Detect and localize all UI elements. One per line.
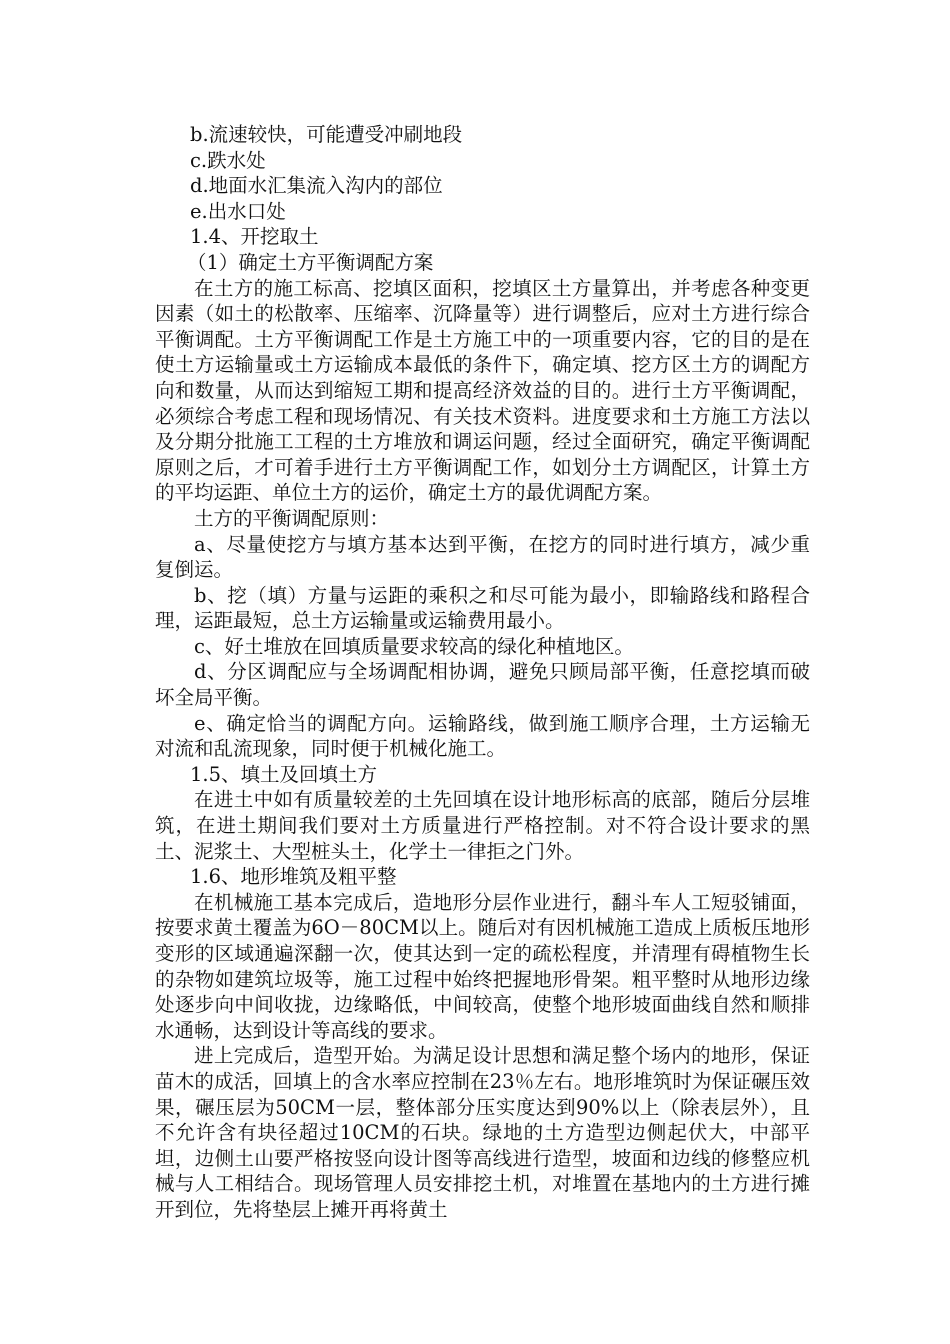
subsection-heading-1: （1）确定土方平衡调配方案 [187,250,434,274]
paragraph-terrain-1: 在机械施工基本完成后，造地形分层作业进行，翻斗车人工短驳铺面，按要求黄土覆盖为6O－80CM以上。随后对有因机械施工造成上质板压地形变形的区域通遍深翻一次，使其达到一定的疏松程度，并清理有碍植物生长的杂物如建筑垃圾等，施工过程中始终把握地形骨架。粗平整时从地形边缘处逐步向中间收拢，边缘略低，中间较高，使整个地形坡面曲线自然和顺排水通畅，达到设计等高线的要求。 [155,890,810,1042]
principle-e: e、确定恰当的调配方向。运输路线，做到施工顺序合理，土方运输无对流和乱流现象，同时便于机械化施工。 [155,711,810,761]
list-item-b: b.流速较快，可能遭受冲刷地段 [190,123,463,146]
document-body [155,122,810,1223]
section-heading-1-4: 1.4、开挖取土 [190,225,319,249]
principle-c: c、好土堆放在回填质量要求较高的绿化种植地区。 [194,634,634,658]
paragraph-backfill: 在进土中如有质量较差的土先回填在设计地形标高的底部，随后分层堆筑，在进土期间我们要对土方质量进行严格控制。对不符合设计要求的黑土、泥浆土、大型桩头土，化学土一律拒之门外。 [155,788,810,863]
paragraph-balance-intro: 在土方的施工标高、挖填区面积，挖填区土方量算出，并考虑各种变更因素（如土的松散率、压缩率、沉降量等）进行调整后，应对土方进行综合平衡调配。土方平衡调配工作是土方施工中的一项重要内容，它的目的是在使土方运输量或土方运输成本最低的条件下，确定填、挖方区土方的调配方向和数量，从而达到缩短工期和提高经济效益的目的。进行土方平衡调配，必须综合考虑工程和现场情况、有关技术资料。进度要求和土方施工方法以及分期分批施工工程的土方堆放和调运问题，经过全面研究，确定平衡调配原则之后，才可着手进行土方平衡调配工作，如划分土方调配区，计算土方的平均运距、单位土方的运价，确定土方的最优调配方案。 [155,276,810,505]
section-heading-1-5: 1.5、填土及回填土方 [190,762,378,786]
principle-a: a、尽量使挖方与填方基本达到平衡，在挖方的同时进行填方，减少重复倒运。 [155,532,810,582]
section-heading-1-6: 1.6、地形堆筑及粗平整 [190,865,397,889]
paragraph-principles-title: 土方的平衡调配原则： [194,506,390,530]
list-item-c: c.跌水处 [190,148,266,172]
list-item-d: d.地面水汇集流入沟内的部位 [190,174,443,198]
principle-b: b、挖（填）方量与运距的乘积之和尽可能为最小，即输路线和路程合理，运距最短，总土方运输量或运输费用最小。 [155,583,810,633]
principle-d: d、分区调配应与全场调配相协调，避免只顾局部平衡，任意挖填而破坏全局平衡。 [155,660,810,710]
paragraph-terrain-2: 进上完成后，造型开始。为满足设计思想和满足整个场内的地形，保证苗木的成活，回填上的含水率应控制在23％左右。地形堆筑时为保证碾压效果，碾压层为50CM一层，整体部分压实度达到90%以上（除表层外），且不允许含有块径超过10CM的石块。绿地的土方造型边侧起伏大，中部平坦，边侧土山要严格按竖向设计图等高线进行造型，坡面和边线的修整应机械与人工相结合。现场管理人员安排挖土机，对堆置在基地内的土方进行摊开到位，先将垫层上摊开再将黄土 [155,1044,810,1221]
list-item-e: e.出水口处 [190,199,286,223]
